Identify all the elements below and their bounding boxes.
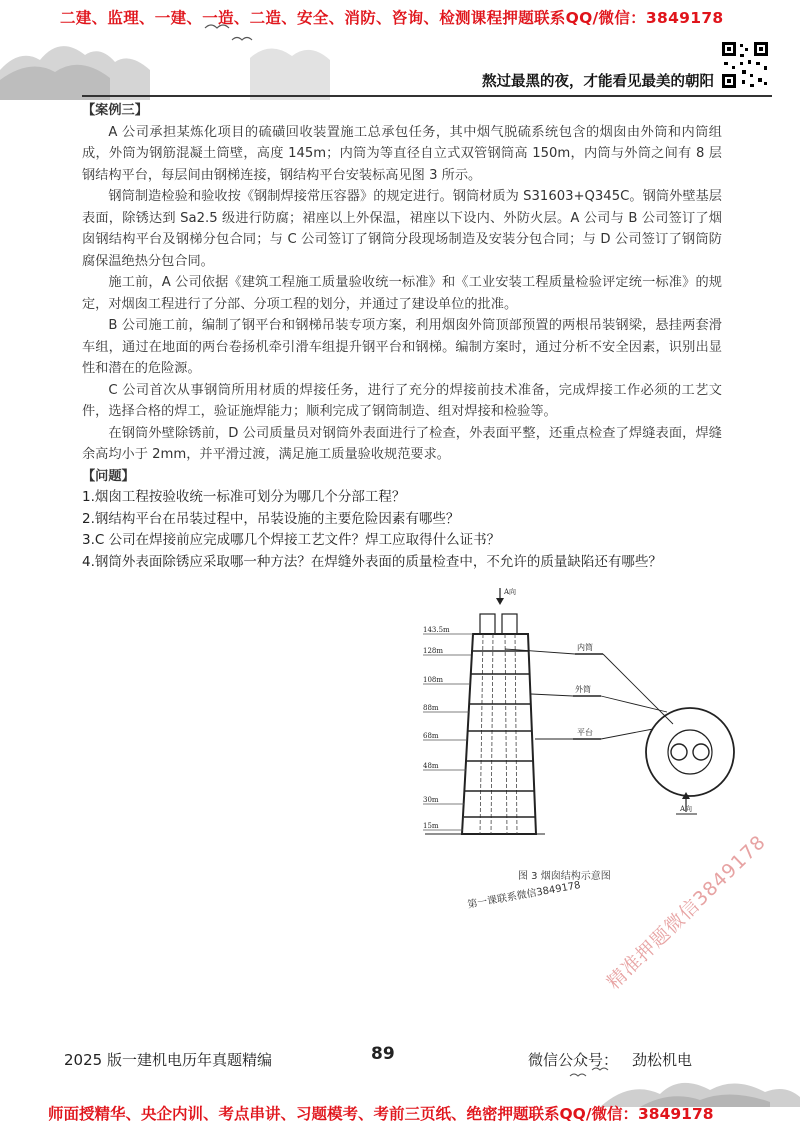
inner-tube-top — [480, 614, 495, 634]
inner-tube-top — [502, 614, 517, 634]
header-motto: 熬过最黑的夜，才能看见最美的朝阳 — [482, 74, 714, 90]
mountain-ink-art-bottom — [540, 1062, 800, 1107]
elevation-label: 143.5m — [423, 626, 450, 634]
elevation-label: 108m — [423, 676, 443, 684]
figure-watermark: 第一课联系微信3849178 — [466, 880, 582, 911]
elevation-label: 48m — [423, 762, 439, 770]
header-divider — [82, 95, 772, 97]
elevation-label: 30m — [423, 796, 439, 804]
page-number: 89 — [371, 1044, 395, 1064]
case-title: 【案例三】 — [82, 103, 148, 118]
plan-inner-circle — [668, 730, 712, 774]
book-title: 2025 版一建机电历年真题精编 — [64, 1051, 272, 1069]
case-paragraph: 钢筒制造检验和验收按《钢制焊接常压容器》的规定进行。钢筒材质为 S31603+Q345C。钢筒外壁基层表面，除锈达到 Sa2.5 级进行防腐；裙座以上外保温，裙座以下设内、外防火层。A 公司与 B 公司签订了烟囱钢结构平台及钢梯分包合同；与 C 公司签订了钢筒分段现场制造及安装分包合同；与 D 公司签订了钢筒防腐保温绝热分包合同。 — [82, 189, 722, 269]
qr-code[interactable] — [720, 40, 770, 90]
case-paragraph: A 公司承担某炼化项目的硫磺回收装置施工总承包任务，其中烟气脱硫系统包含的烟囱由外筒和内筒组成，外筒为钢筋混凝土筒壁，高度 145m；内筒为等直径自立式双管钢筒高 150m，内筒与外筒之间有 8 层钢结构平台，每层间由钢梯连接，钢结构平台安装标高见图 3 所示。 — [82, 124, 722, 183]
chimney-diagram — [405, 584, 745, 864]
diagonal-watermark: 精准押题微信3849178 — [602, 830, 771, 994]
case-paragraph: 施工前，A 公司依据《建筑工程施工质量验收统一标准》和《工业安装工程质量检验评定统一标准》的规定，对烟囱工程进行了分部、分项工程的划分，并通过了建设单位的批准。 — [82, 275, 722, 312]
wechat-label: 微信公众号： — [528, 1051, 619, 1069]
top-promo-banner: 二建、监理、一建、一造、二造、安全、消防、咨询、检测课程押题联系QQ/微信：3849178 — [60, 9, 724, 27]
direction-label-top: A向 — [504, 588, 517, 596]
case-paragraph: C 公司首次从事钢筒所用材质的焊接任务，进行了充分的焊接前技术准备，完成焊接工作必须的工艺文件，选择合格的焊工，验证施焊能力；顺利完成了钢筒制造、组对焊接和检验等。 — [82, 382, 722, 419]
plan-tube-circle — [671, 744, 687, 760]
question-item: 1.烟囱工程按验收统一标准可划分为哪几个分部工程？ — [82, 489, 406, 505]
question-item: 4.钢筒外表面除锈应采取哪一种方法？在焊缝外表面的质量检查中，不允许的质量缺陷还有哪些？ — [82, 553, 662, 570]
outer-shell — [462, 634, 536, 834]
case-paragraph: B 公司施工前，编制了钢平台和钢梯吊装专项方案，利用烟囱外筒顶部预置的两根吊装钢梁，悬挂两套滑车组，通过在地面的两台卷扬机牵引滑车组提升钢平台和钢梯。编制方案时，通过分析不安全因素，识别出显性和潜在的危险源。 — [82, 318, 722, 376]
plan-tube-circle — [693, 744, 709, 760]
elevation-label: 15m — [423, 822, 439, 830]
question-item: 3.C 公司在焊接前应完成哪几个焊接工艺文件？焊工应取得什么证书？ — [82, 532, 501, 548]
elevation-label: 128m — [423, 647, 443, 655]
figure-caption: 图 3 烟囱结构示意图 — [518, 871, 611, 882]
elevation-label: 68m — [423, 732, 439, 740]
case-content — [82, 100, 722, 573]
plan-outer-circle — [646, 708, 734, 796]
direction-label-bottom: A向 — [680, 805, 693, 813]
bottom-promo-banner: 师面授精华、央企内训、考点串讲、习题模考、考前三页纸、绝密押题联系QQ/微信：3849178 — [48, 1105, 714, 1123]
label-platform: 平台 — [577, 728, 593, 737]
question-item: 2.钢结构平台在吊装过程中，吊装设施的主要危险因素有哪些？ — [82, 510, 460, 527]
questions-title: 【问题】 — [82, 468, 135, 484]
elevation-label: 88m — [423, 704, 439, 712]
wechat-name: 劲松机电 — [632, 1051, 693, 1069]
label-inner-tube: 内筒 — [577, 643, 593, 652]
label-outer-tube: 外筒 — [575, 685, 591, 694]
case-paragraph: 在钢筒外壁除锈前，D 公司质量员对钢筒外表面进行了检查，外表面平整，还重点检查了焊缝表面，焊缝余高均小于 2mm，并平滑过渡，满足施工质量验收规范要求。 — [82, 425, 722, 462]
